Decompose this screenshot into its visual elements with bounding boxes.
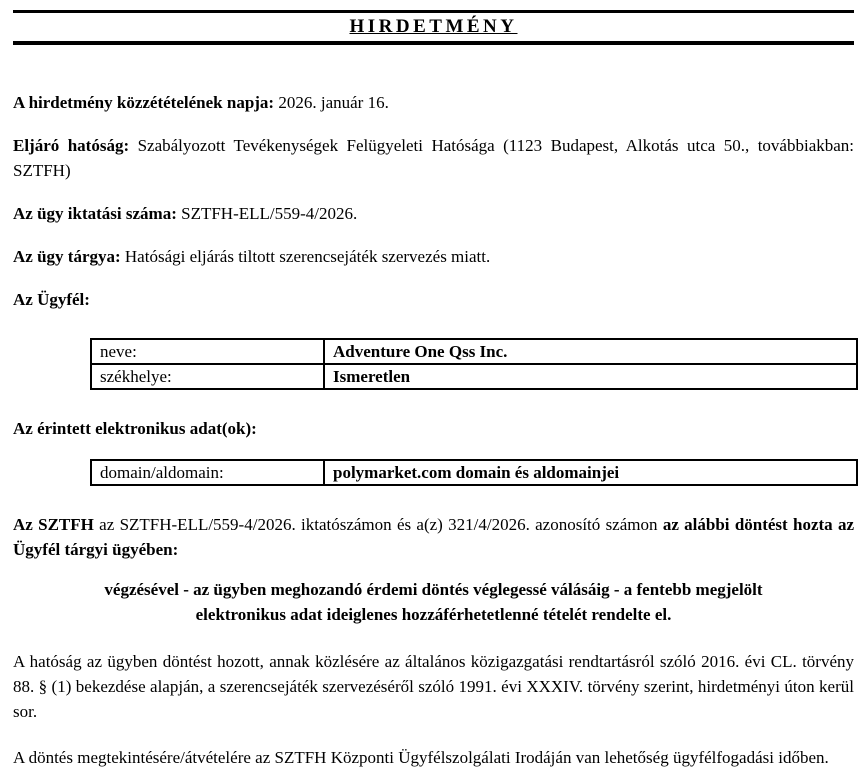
- case-subject-value: Hatósági eljárás tiltott szerencsejáték szervezés miatt.: [124, 247, 491, 266]
- case-subject-line: [13, 244, 854, 269]
- publication-date-value: 2026. január 16.: [278, 93, 389, 112]
- client-heading-text: Az Ügyfél:: [13, 290, 90, 309]
- legal-basis-paragraph: A hatóság az ügyben döntést hozott, annak közlésére az általános közigazgatási rendtartásról szóló 2016. évi CL. törvény 88. § (1) bekezdése alapján, a szerencsejáték szervezéséről szóló 1991. évi XXXIV. törvény szerint, hirdetményi úton kerül sor.: [13, 652, 854, 721]
- table-row: [91, 339, 857, 364]
- electronic-data-heading: [13, 416, 854, 441]
- page-title: HIRDETMÉNY: [349, 16, 518, 37]
- publication-date-line: [13, 90, 854, 115]
- document-header: [13, 10, 854, 45]
- authority-line: [13, 133, 854, 183]
- client-name-value-cell: Adventure One Qss Inc.: [324, 339, 857, 364]
- publication-date-label: A hirdetmény közzétételének napja:: [13, 93, 275, 112]
- case-number-value: SZTFH-ELL/559-4/2026.: [181, 204, 358, 223]
- client-name-label-cell: neve:: [91, 339, 324, 364]
- electronic-data-table-body: [91, 460, 857, 485]
- electronic-data-heading-text: Az érintett elektronikus adat(ok):: [13, 419, 257, 438]
- decision-intro-bold-end: az alábbi döntést hozta az Ügyfél tárgyi ügyében:: [13, 515, 855, 559]
- table-row: [91, 460, 857, 485]
- decision-statement: végzésével - az ügyben meghozandó érdemi döntés véglegessé válásáig - a fentebb megjelölt elektronikus adat ideiglenes hozzáférhetetlenné tételét rendelte el.: [104, 580, 763, 624]
- client-table: [90, 338, 858, 390]
- authority-label: Eljáró hatóság:: [13, 136, 130, 155]
- client-seat-label-cell: székhelye:: [91, 364, 324, 389]
- case-number-line: [13, 201, 854, 226]
- client-table-body: [91, 339, 857, 389]
- table-row: [91, 364, 857, 389]
- client-heading: [13, 287, 854, 312]
- decision-intro-paragraph: [13, 512, 854, 562]
- viewing-info-paragraph: A döntés megtekintésére/átvételére az SZTFH Központi Ügyfélszolgálati Irodáján van lehetőség ügyfélfogadási időben.: [13, 748, 829, 767]
- case-number-label: Az ügy iktatási száma:: [13, 204, 177, 223]
- authority-value: Szabályozott Tevékenységek Felügyeleti Hatósága (1123 Budapest, Alkotás utca 50., továbbiakban: SZTFH): [13, 136, 855, 180]
- domain-label-cell: domain/aldomain:: [91, 460, 324, 485]
- case-subject-label: Az ügy tárgya:: [13, 247, 121, 266]
- client-seat-value-cell: Ismeretlen: [324, 364, 857, 389]
- domain-value-cell: polymarket.com domain és aldomainjei: [324, 460, 857, 485]
- electronic-data-table: [90, 459, 858, 486]
- decision-intro-regular: az SZTFH-ELL/559-4/2026. iktatószámon és a(z) 321/4/2026. azonosító számon: [93, 515, 663, 534]
- decision-intro-bold-start: Az SZTFH: [13, 515, 94, 534]
